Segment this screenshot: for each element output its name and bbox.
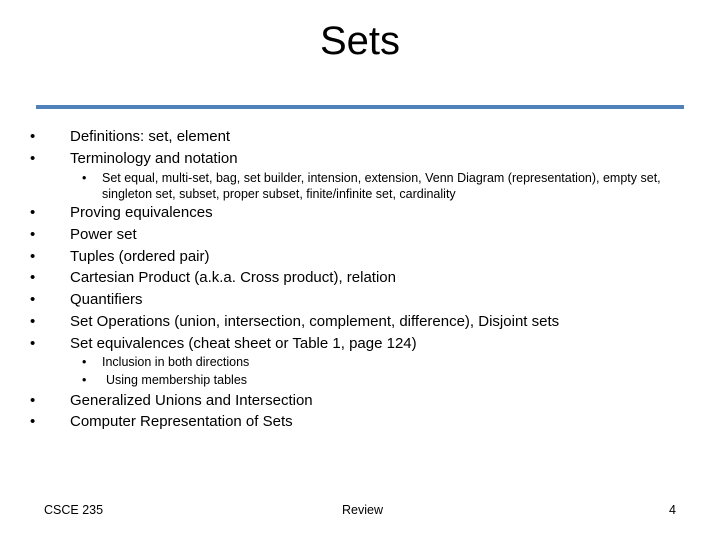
bullet-icon: • [30, 128, 36, 145]
item-text: Generalized Unions and Intersection [70, 392, 313, 409]
bullet-icon: • [30, 335, 36, 352]
bullet-icon: • [30, 269, 36, 286]
bullet-icon: • [30, 392, 36, 409]
footer-course: CSCE 235 [44, 503, 104, 517]
slide-title: Sets [319, 19, 401, 63]
sub-item-text: Inclusion in both directions [102, 355, 250, 369]
sub-bullet-icon: • [82, 171, 87, 185]
item-text: Definitions: set, element [70, 128, 231, 145]
item-text: Computer Representation of Sets [70, 413, 293, 430]
footer-section: Review [342, 503, 383, 517]
item-text: Terminology and notation [70, 150, 238, 167]
item-text: Quantifiers [70, 291, 143, 308]
item-text: Proving equivalences [70, 204, 213, 221]
bullet-icon: • [30, 313, 36, 330]
sub-bullet-icon: • [82, 373, 87, 387]
bullet-icon: • [30, 204, 36, 221]
sub-bullet-icon: • [82, 355, 87, 369]
sub-item-text: Set equal, multi-set, bag, set builder, intension, extension, Venn Diagram (representation), empty set, singleton set, subset, proper subset, finite/infinite set, cardinality [102, 171, 661, 201]
item-text: Power set [70, 226, 137, 243]
bullet-icon: • [30, 291, 36, 308]
sub-item-text: Using membership tables [106, 373, 248, 387]
bullet-icon: • [30, 150, 36, 167]
title-divider [36, 105, 684, 109]
bullet-icon: • [30, 226, 36, 243]
item-text: Set Operations (union, intersection, complement, difference), Disjoint sets [70, 313, 560, 330]
item-text: Cartesian Product (a.k.a. Cross product), relation [70, 269, 396, 286]
bullet-icon: • [30, 248, 36, 265]
footer-page-number: 4 [669, 503, 676, 517]
item-text: Tuples (ordered pair) [70, 248, 210, 265]
item-text: Set equivalences (cheat sheet or Table 1, page 124) [70, 335, 417, 352]
bullet-icon: • [30, 413, 36, 430]
